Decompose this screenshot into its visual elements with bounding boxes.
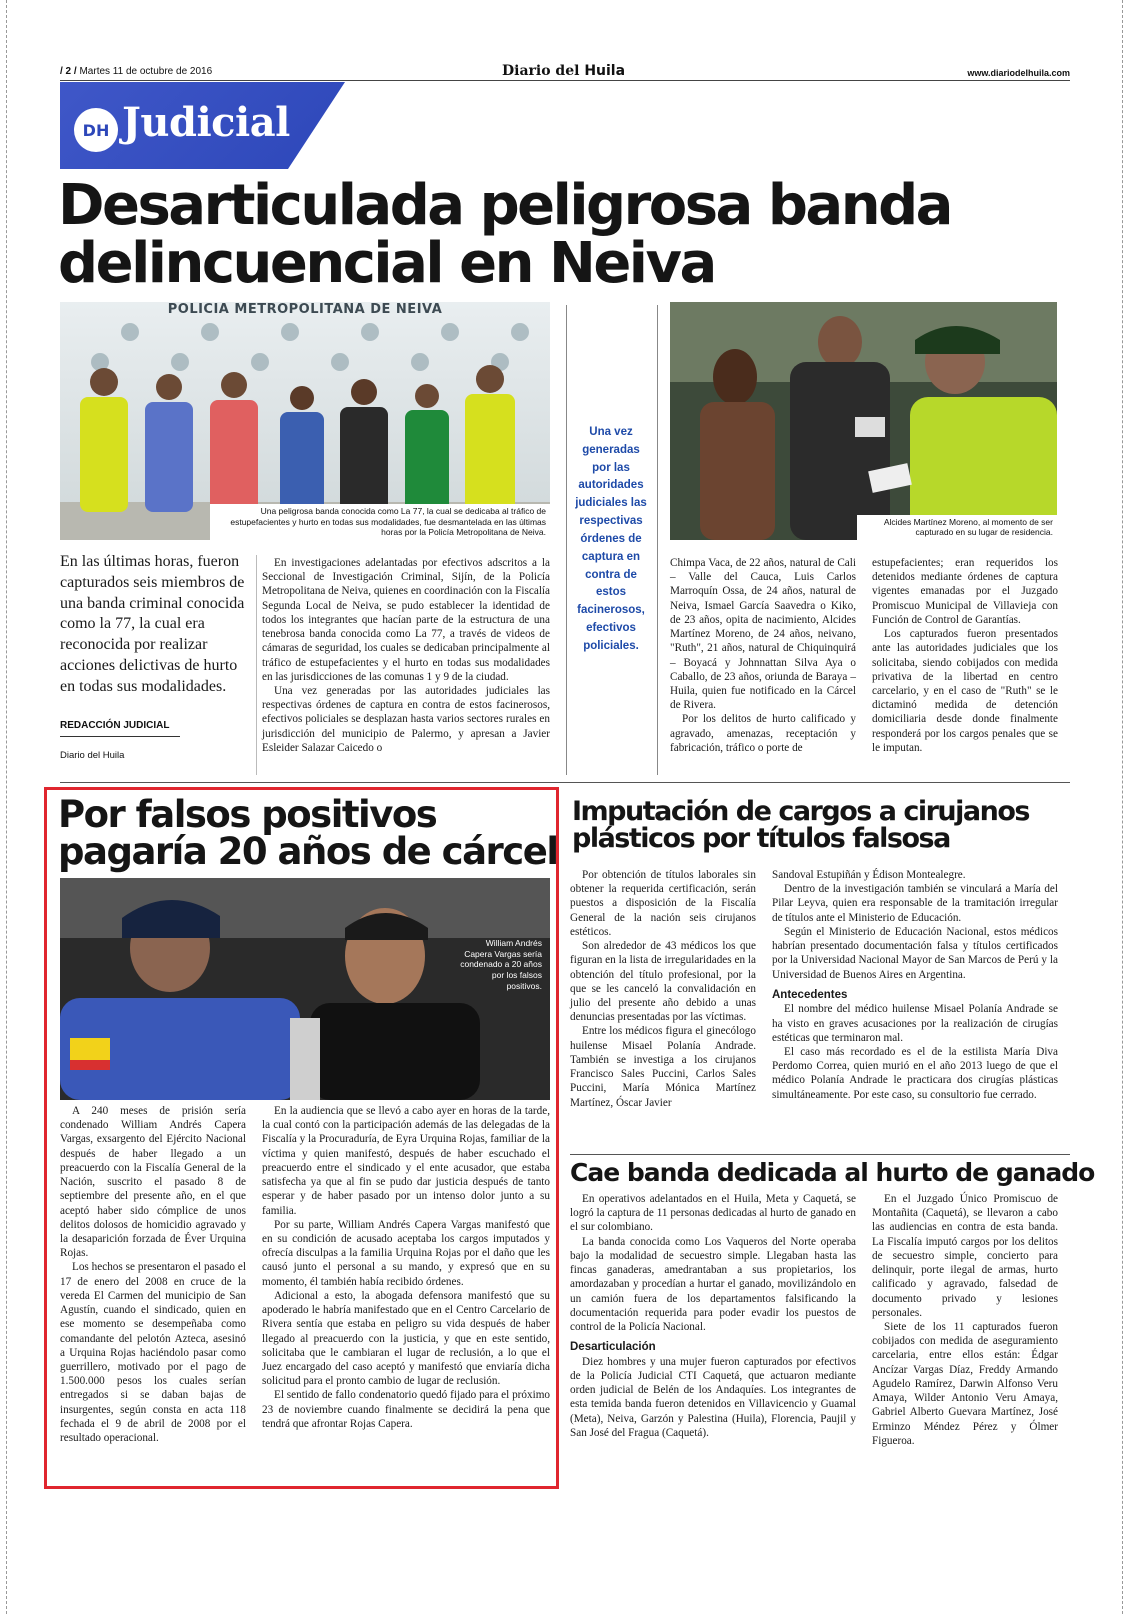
falsos-headline: [58, 793, 558, 873]
imputacion-headline-line1: Imputación de cargos a cirujanos: [572, 796, 1029, 827]
imputacion-headline-line2: plásticos por títulos falsosa: [572, 823, 950, 854]
photo2-caption: Alcides Martínez Moreno, al momento de ser capturado en su lugar de residencia.: [857, 515, 1057, 540]
ganado-headline: Cae banda dedicada al hurto de ganado: [570, 1158, 1095, 1187]
main-col1-p1: En investigaciones adelantadas por efectivos adscritos a la Seccional de Investigación Criminal, Sijín, de la Policía Metropolitana de Neiva, quienes en coordinación con la Fiscalía Segunda Local de Neiva, se pudo establecer la identidad de todos los integrantes que hacían parte de la estructura de una tenebrosa banda conocida como La 77, a través de videos de cámaras de seguridad, los cuales se dedicaban principalmente al tráfico de estupefacientes y el hurto en todas sus modalidades en las jurisdicciones de las comunas 1 y 9 de la ciudad.: [262, 557, 550, 683]
ganado-col2-p1: En el Juzgado Único Promiscuo de Montañita (Caquetá), se llevaron a cabo las audiencias en contra de esta banda. La Fiscalía imputó cargos por los delitos de secuestro simple, concierto para delinquir, porte ilegal de armas, hurto calificado y agravado, falsedad de documento privado y lesiones personales.: [872, 1193, 1058, 1319]
falsos-col2-p4: El sentido de fallo condenatorio quedó fijado para el próximo 23 de noviembre cuando finalmente se decidirá la pena que tendrá que afrontar Rojas Capera.: [262, 1389, 550, 1430]
ganado-col1-p3: Diez hombres y una mujer fueron capturados por efectivos de la Policía Judicial CTI Caquetá, que actuaron mediante orden judicial de Belén de los Andaquíes. Los integrantes de esta temida banda fueron detenidos en Villavicencio y Guamal (Meta), Neiva, Garzón y Palestina (Huila), Florencia, Paujil y San José del Fragua (Caquetá).: [570, 1355, 856, 1439]
falsos-col2-p3: Adicional a esto, la abogada defensora manifestó que su apoderado le habría manifestado que en el Centro Carcelario de Rivera sentía que estaba en peligro su vida después de haber llegado al preacuerdo con la justicia, y que en este sentido, solicitaba que le cambiaran el lugar de reclusión, a lo que el Juez encargado del caso aceptó y manifestó que enviaría dicha solicitud para el pronto cambio de lugar de reclusión.: [262, 1289, 550, 1388]
masthead-prefix: Diario del: [502, 63, 585, 79]
photo1-caption: Una peligrosa banda conocida como La 77, la cual se dedicaba al tráfico de estupefacientes y hurto en todas sus modalidades, fue desmantelada en las últimas horas por la Policía Metropolitana de Neiva.: [210, 504, 550, 540]
ganado-subhead: Desarticulación: [570, 1341, 656, 1354]
page-edge-left: [6, 0, 7, 1614]
main-lead: En las últimas horas, fueron capturados seis miembros de una banda criminal conocida como la 77, la cual era reconocida por realizar acciones delictivas de hurto en todas sus modalidades.: [60, 553, 245, 695]
page-number: / 2 /: [60, 66, 77, 77]
byline-source: Diario del Huila: [60, 750, 125, 761]
masthead: [502, 63, 625, 79]
main-col2-p1: Chimpa Vaca, de 22 años, natural de Cali – Valle del Cauca, Luis Carlos Marroquín Ossa, de 24 años, natural de Neiva, Ismael García Saavedra o Kiko, de 23 años, opita de nacimiento, Alcides Martínez Moreno, de 24 años, neivano, "Ruth", 21 años, natural de Chiquinquirá – Boyacá y Johnnattan Silva Aya o Caballo, de 23 años, oriunda de Baraya – Huila, quien fue notificado en la Cárcel de Rivera.: [670, 557, 856, 712]
imputacion-col-1: [570, 868, 756, 1110]
rule-lead: [256, 555, 257, 775]
photo-arrest: [670, 302, 1057, 540]
imputacion-col2-p4: El nombre del médico huilense Misael Polanía Andrade se ha visto en graves acusaciones por la realización de cirugías estéticas que terminaron mal.: [772, 1003, 1058, 1044]
rule-main-2: [657, 305, 658, 775]
page-header-left: [60, 66, 212, 77]
imputacion-col1-p1: Por obtención de títulos laborales sin obtener la requerida certificación, serán puestos a disposición de la Fiscalía General de la nación seis cirujanos estéticos.: [570, 869, 756, 938]
falsos-col1-p2: Los hechos se presentaron el pasado el 17 de enero del 2008 en cruce de la vereda El Carmen del municipio de San Agustín, cuando el sindicado, quien en ese momento se desempeñaba como comandante del pelotón Azteca, asesinó a Urquina Rojas haciéndolo pasar como guerrillero, motivado por el pago de 1.500.000 pesos los cuales serían entregados si se daban bajas de insurgentes, según consta en acta 118 fechada el 9 de abril de 2008 por el resultado operacional.: [60, 1261, 246, 1445]
rule-main-1: [566, 305, 567, 775]
falsos-col2-p1: En la audiencia que se llevó a cabo ayer en horas de la tarde, la cual contó con la participación además de las delegadas de la Fiscalía y la Procuraduría, de Eyra Urquina Rojas, familiar de la víctima y quien manifestó, después de haber escuchado el preacuerdo entre el sindicado y el ente acusador, que estaba satisfecha ya que al fin se pudo dar justicia después de tanto esperar y de haber pasado por un intenso dolor junto a su familia.: [262, 1105, 550, 1217]
main-col-2: [670, 556, 856, 755]
imputacion-col2-p5: El caso más recordado es el de la estilista María Diva Perdomo Correa, quien murió en el año 2013 luego de que el médico Polanía Andrade le practicara dos cirugías plásticas simultáneamente. Por este caso, su consultorio fue cerrado.: [772, 1046, 1058, 1101]
imputacion-col1-p3: Entre los médicos figura el ginecólogo huilense Misael Polanía Andrade. También se investiga a los cirujanos Francisco Sales Puccini, Carlos Sales Puccini, María Mónica Martínez Martínez, Óscar Javier: [570, 1025, 756, 1109]
rule-above-ganado: [570, 1154, 1070, 1155]
dh-logo: DH: [74, 108, 118, 152]
page-date: Martes 11 de octubre de 2016: [79, 66, 213, 77]
falsos-headline-line1: Por falsos positivos: [58, 793, 437, 836]
falsos-col-2: [262, 1104, 550, 1431]
imputacion-headline: [572, 798, 1029, 852]
ganado-col1-p1: En operativos adelantados en el Huila, Meta y Caquetá, se logró la captura de 11 personas dedicadas al hurto de ganado en el sur colombiano.: [570, 1193, 856, 1234]
falsos-col2-p2: Por su parte, William Andrés Capera Vargas manifestó que en su condición de acusado aceptaba los cargos imputados y ofrecía disculpas a la familia Urquina Rojas por el daño que les causó junto el personal a su mando, y expresó que en su momento, él también había recibido órdenes.: [262, 1218, 550, 1288]
main-col-1: [262, 556, 550, 755]
rule-under-main: [60, 782, 1070, 783]
falsos-headline-line2: pagaría 20 años de cárcel: [58, 830, 558, 873]
main-headline-line1: Desarticulada peligrosa banda: [58, 173, 951, 238]
website-link[interactable]: www.diariodelhuila.com: [967, 68, 1070, 78]
masthead-name: Huila: [584, 63, 626, 79]
main-col3-p1: estupefacientes; eran requeridos los detenidos mediante órdenes de captura vigentes emanadas por el Juzgado Promiscuo Municipal de Villavieja con Función de Control de Garantías.: [872, 557, 1058, 626]
pull-quote: Una vez generadas por las autoridades judiciales las respectivas órdenes de captura en contra de estos facinerosos, efectivos policiales.: [575, 426, 647, 652]
photo1-banner: POLICIA METROPOLITANA DE NEIVA: [167, 302, 443, 317]
ganado-col-1: [570, 1192, 856, 1440]
main-headline: [58, 173, 951, 296]
byline: REDACCIÓN JUDICIAL: [60, 720, 170, 731]
falsos-col-1: [60, 1104, 246, 1445]
main-col3-p2: Los capturados fueron presentados ante las autoridades judiciales que los solicitaba, siendo cobijados con medida privativa de la libertad en centro carcelario, y en el caso de "Ruth" se le dictaminó medida de detención domiciliaria desde donde finalmente responderá por los cargos penales que se le imputan.: [872, 628, 1058, 754]
ganado-col1-p2: La banda conocida como Los Vaqueros del Norte operaba bajo la modalidad de secuestro simple. Llegaban hasta las fincas ganaderas, amedrantaban a sus propietarios, los amordazaban y procedían a hurtar el ganado, movilizándolo en un camión fuera de los departamentos falsificando la documentación requerida para poder evadir los puestos de control de la Policía Nacional.: [570, 1235, 856, 1333]
ganado-col2-p2: Siete de los 11 capturados fueron cobijados con medida de aseguramiento carcelaria, entre ellos están: Édgar Ancízar Vargas Díaz, Freddy Armando Agudelo Ramírez, Darwin Alfonso Veru Amaya, Wilder Antonio Veru Amaya, Gabriel Alberto Guevara Martínez, José Erminzo Méndez Pérez y Ólmer Figueroa.: [872, 1320, 1058, 1447]
ganado-col-2: [872, 1192, 1058, 1448]
section-title: Judicial: [122, 99, 290, 146]
main-headline-line2: delincuencial en Neiva: [58, 231, 715, 296]
photo-police-lineup: [60, 302, 550, 540]
imputacion-subhead: Antecedentes: [772, 988, 848, 1001]
falsos-col1-p1: A 240 meses de prisión sería condenado William Andrés Capera Vargas, exsargento del Ejército Nacional después de haber llegado a un preacuerdo con la Fiscalía General de la Nación, suscrito el pasado 8 de septiembre del presente año, en el que aceptó haber sido cómplice de unos delitos dolosos de homicidio agravado y la desaparición forzada de Éver Urquina Rojas.: [60, 1105, 246, 1260]
header-rule: [60, 80, 1070, 81]
falsos-photo-caption: William Andrés Capera Vargas sería condenado a 20 años por los falsos positivos.: [460, 938, 542, 991]
main-col2-p2: Por los delitos de hurto calificado y agravado, amenazas, receptación y fabricación, tráfico o porte de: [670, 713, 856, 754]
main-col1-p2: Una vez generadas por las autoridades judiciales las respectivas órdenes de captura en contra de estos facinerosos, efectivos policiales se desplazan hasta varios sectores rurales en jurisdicción del municipio de Palermo, y apresan a Javier Esleider Salazar Caicedo o: [262, 684, 550, 754]
imputacion-col2-p1: Sandoval Estupiñán y Édison Montealegre.: [772, 869, 966, 881]
arrest-illustration: [670, 302, 1057, 540]
imputacion-col1-p2: Son alrededor de 43 médicos los que figuran en la lista de irregularidades en la obtención del título profesional, por la que se les canceló la convalidación en julio del presente año debido a unas denuncias presentadas por las víctimas.: [570, 940, 756, 1024]
imputacion-col2-p3: Según el Ministerio de Educación Nacional, estos médicos habrían presentado documentación falsa y títulos certificados por la Universidad Nacional Mayor de San Marcos de Perú y la Universidad de Buenos Aires en Argentina.: [772, 925, 1058, 981]
page-edge-right: [1122, 0, 1123, 1614]
byline-rule: [60, 736, 180, 737]
photo-capera: [60, 878, 550, 1100]
imputacion-col2-p2: Dentro de la investigación también se vinculará a María del Pilar Leyva, quien era responsable de la tramitación irregular de títulos ante el Ministerio de Educación.: [772, 883, 1058, 924]
imputacion-col-2: [772, 868, 1058, 1102]
main-col-3: [872, 556, 1058, 755]
